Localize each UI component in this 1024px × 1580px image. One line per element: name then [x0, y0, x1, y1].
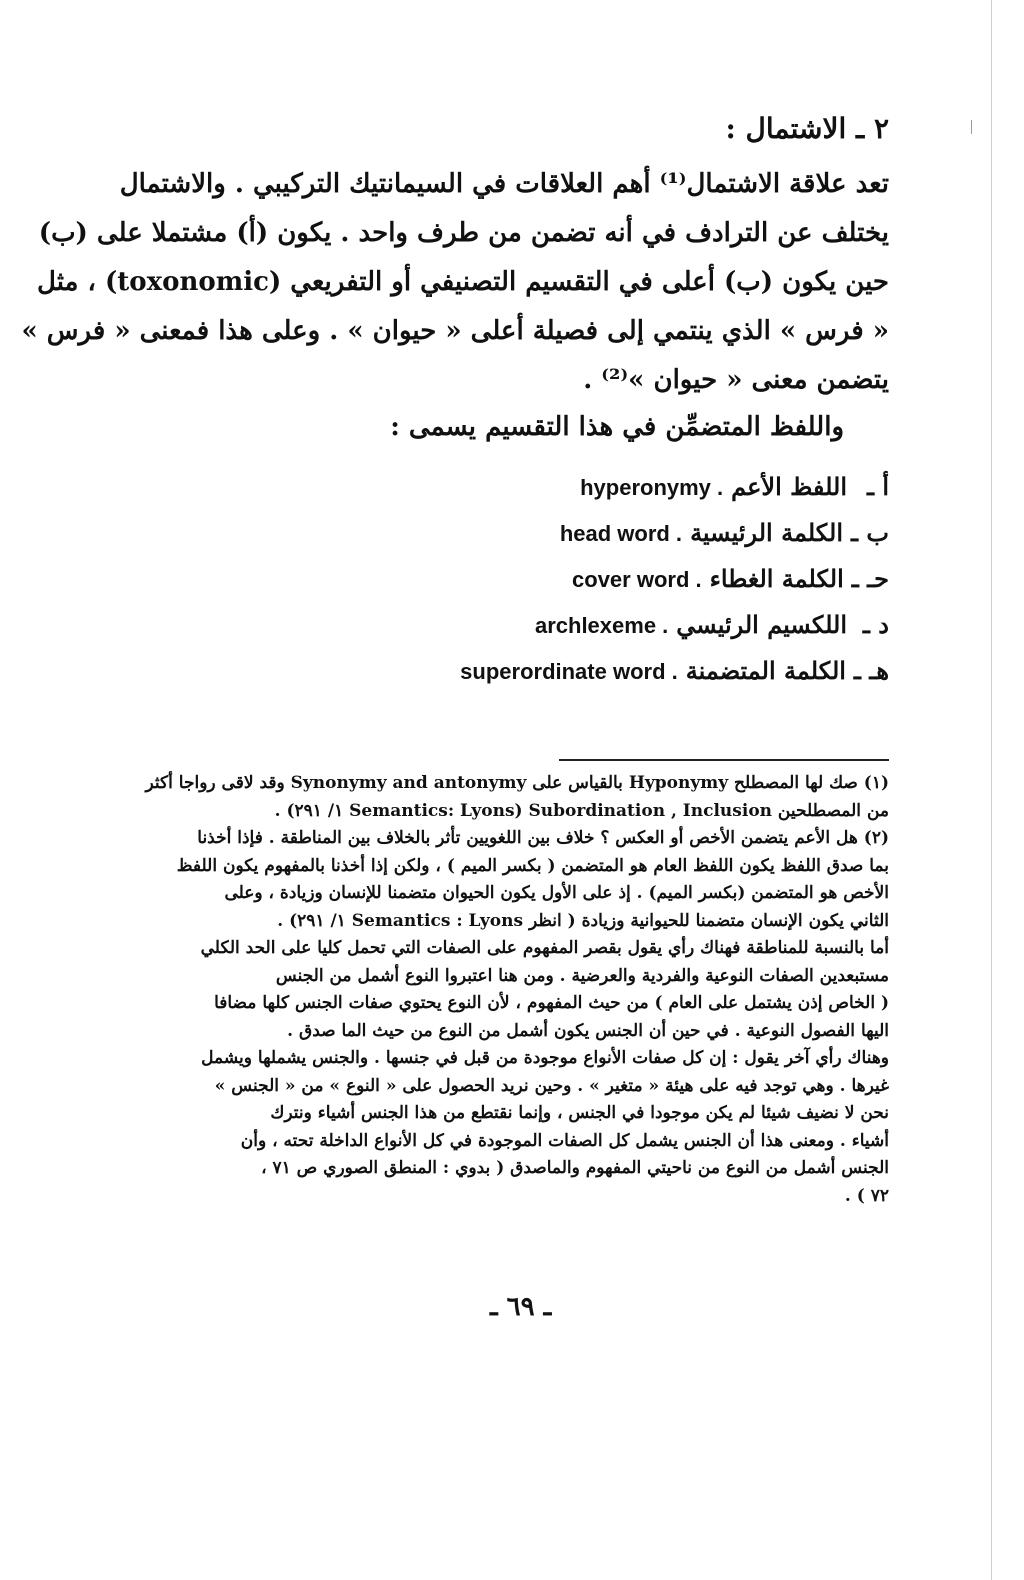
body-line: يتضمن معنى « حيوان »⁽²⁾ .	[583, 365, 889, 395]
term-item	[460, 518, 889, 564]
footnote-line: الجنس أشمل من النوع من ناحيتي المفهوم والماصدق ( بدوي : المنطق الصوري ص ٧١ ،	[261, 1158, 889, 1178]
footnote-line: (١) صك لها المصطلح Hyponymy بالقياس على Synonymy and antonymy وقد لاقى رواجا أكثر	[145, 773, 889, 793]
term-english: hyperonymy .	[580, 475, 724, 500]
body-line: تعد علاقة الاشتمال⁽¹⁾ أهم العلاقات في السيمانتيك التركيبي . والاشتمال	[119, 169, 889, 199]
term-english: cover word .	[572, 567, 702, 592]
scan-mark	[971, 120, 972, 134]
term-item	[460, 472, 889, 518]
term-item	[460, 564, 889, 610]
footnote-line: ٧٢ ) .	[844, 1185, 889, 1206]
term-arabic: اللفظ الأعم	[731, 472, 847, 501]
term-letter: ب ـ	[851, 518, 889, 547]
body-line: « فرس » الذي ينتمي إلى فصيلة أعلى « حيوان » . وعلى هذا فمعنى « فرس »	[21, 316, 889, 346]
footnote-line: (٢) هل الأعم يتضمن الأخص أو العكس ؟ خلاف بين اللغويين تأثر بالخلاف بين المناطقة . فإذا أخذنا	[197, 828, 889, 848]
term-letter: حـ ـ	[851, 564, 889, 593]
term-arabic: الكلمة الغطاء	[709, 564, 844, 593]
body-line: حين يكون (ب) أعلى في التقسيم التصنيفي أو التفريعي (toxonomic) ، مثل	[37, 267, 889, 297]
terms-intro: واللفظ المتضمِّن في هذا التقسيم يسمى :	[390, 412, 844, 442]
term-item	[460, 656, 889, 702]
term-arabic: الكلمة المتضمنة	[685, 656, 846, 685]
body-paragraph	[21, 160, 889, 405]
footnote-line: نحن لا نضيف شيئا لم يكن موجودا في الجنس ، وإنما نقتطع من هذا الجنس أشياء ونترك	[270, 1103, 889, 1123]
term-letter: د ـ	[862, 610, 889, 639]
term-letter: أ ـ	[866, 472, 889, 501]
term-english: superordinate word .	[460, 659, 678, 684]
section-title: ٢ ـ الاشتمال :	[725, 112, 889, 145]
footnote-line: مستبعدين الصفات النوعية والفردية والعرضية . ومن هنا اعتبروا النوع أشمل من الجنس	[275, 965, 889, 986]
footnote-line: من المصطلحين Subordination , Inclusion (Semantics: Lyons ١/ ٢٩١) .	[274, 800, 889, 821]
term-arabic: الكلمة الرئيسية	[690, 518, 844, 547]
footnote-line: الأخص هو المتضمن (بكسر الميم) . إذ على الأول يكون الحيوان متضمنا للإنسان وزيادة ، وعلى	[224, 883, 889, 903]
footnote-line: بما صدق اللفظ يكون اللفظ العام هو المتضمن ( بكسر الميم ) ، ولكن إذا أخذنا بالمفهوم يكون اللفظ	[176, 855, 889, 876]
footnote-line: الثاني يكون الإنسان متضمنا للحيوانية وزيادة ( انظر Semantics : Lyons ١/ ٢٩١) .	[277, 910, 889, 931]
footnotes	[140, 770, 889, 1210]
page-number: ـ ٦٩ ـ	[490, 1292, 552, 1322]
terms-list	[460, 472, 889, 702]
term-letter: هـ ـ	[853, 656, 889, 685]
page-edge-line	[991, 0, 992, 1580]
footnote-line: أما بالنسبة للمناطقة فهناك رأي يقول بقصر المفهوم على الصفات التي تحمل كليا على الحد الكلي	[200, 938, 889, 958]
footnote-divider	[559, 759, 889, 761]
term-item	[460, 610, 889, 656]
footnote-line: وهناك رأي آخر يقول : إن كل صفات الأنواع موجودة من قبل في جنسها . والجنس يشملها ويشمل	[201, 1048, 889, 1068]
footnote-line: ( الخاص إذن يشتمل على العام ) من حيث المفهوم ، لأن النوع يحتوي صفات الجنس كلها مضافا	[214, 993, 889, 1013]
footnote-line: غيرها . وهي توجد فيه على هيئة « متغير » . وحين نريد الحصول على « النوع » من « الجنس »	[214, 1075, 889, 1096]
term-english: archlexeme .	[534, 613, 669, 638]
body-line: يختلف عن الترادف في أنه تضمن من طرف واحد . يكون (أ) مشتملا على (ب)	[38, 218, 889, 248]
footnote-line: اليها الفصول النوعية . في حين أن الجنس يكون أشمل من النوع من حيث الما صدق .	[287, 1020, 889, 1041]
term-english: head word .	[559, 521, 683, 546]
term-arabic: اللكسيم الرئيسي	[676, 610, 847, 639]
footnote-line: أشياء . ومعنى هذا أن الجنس يشمل كل الصفات الموجودة في كل الأنواع الداخلة تحته ، وأن	[240, 1130, 889, 1151]
